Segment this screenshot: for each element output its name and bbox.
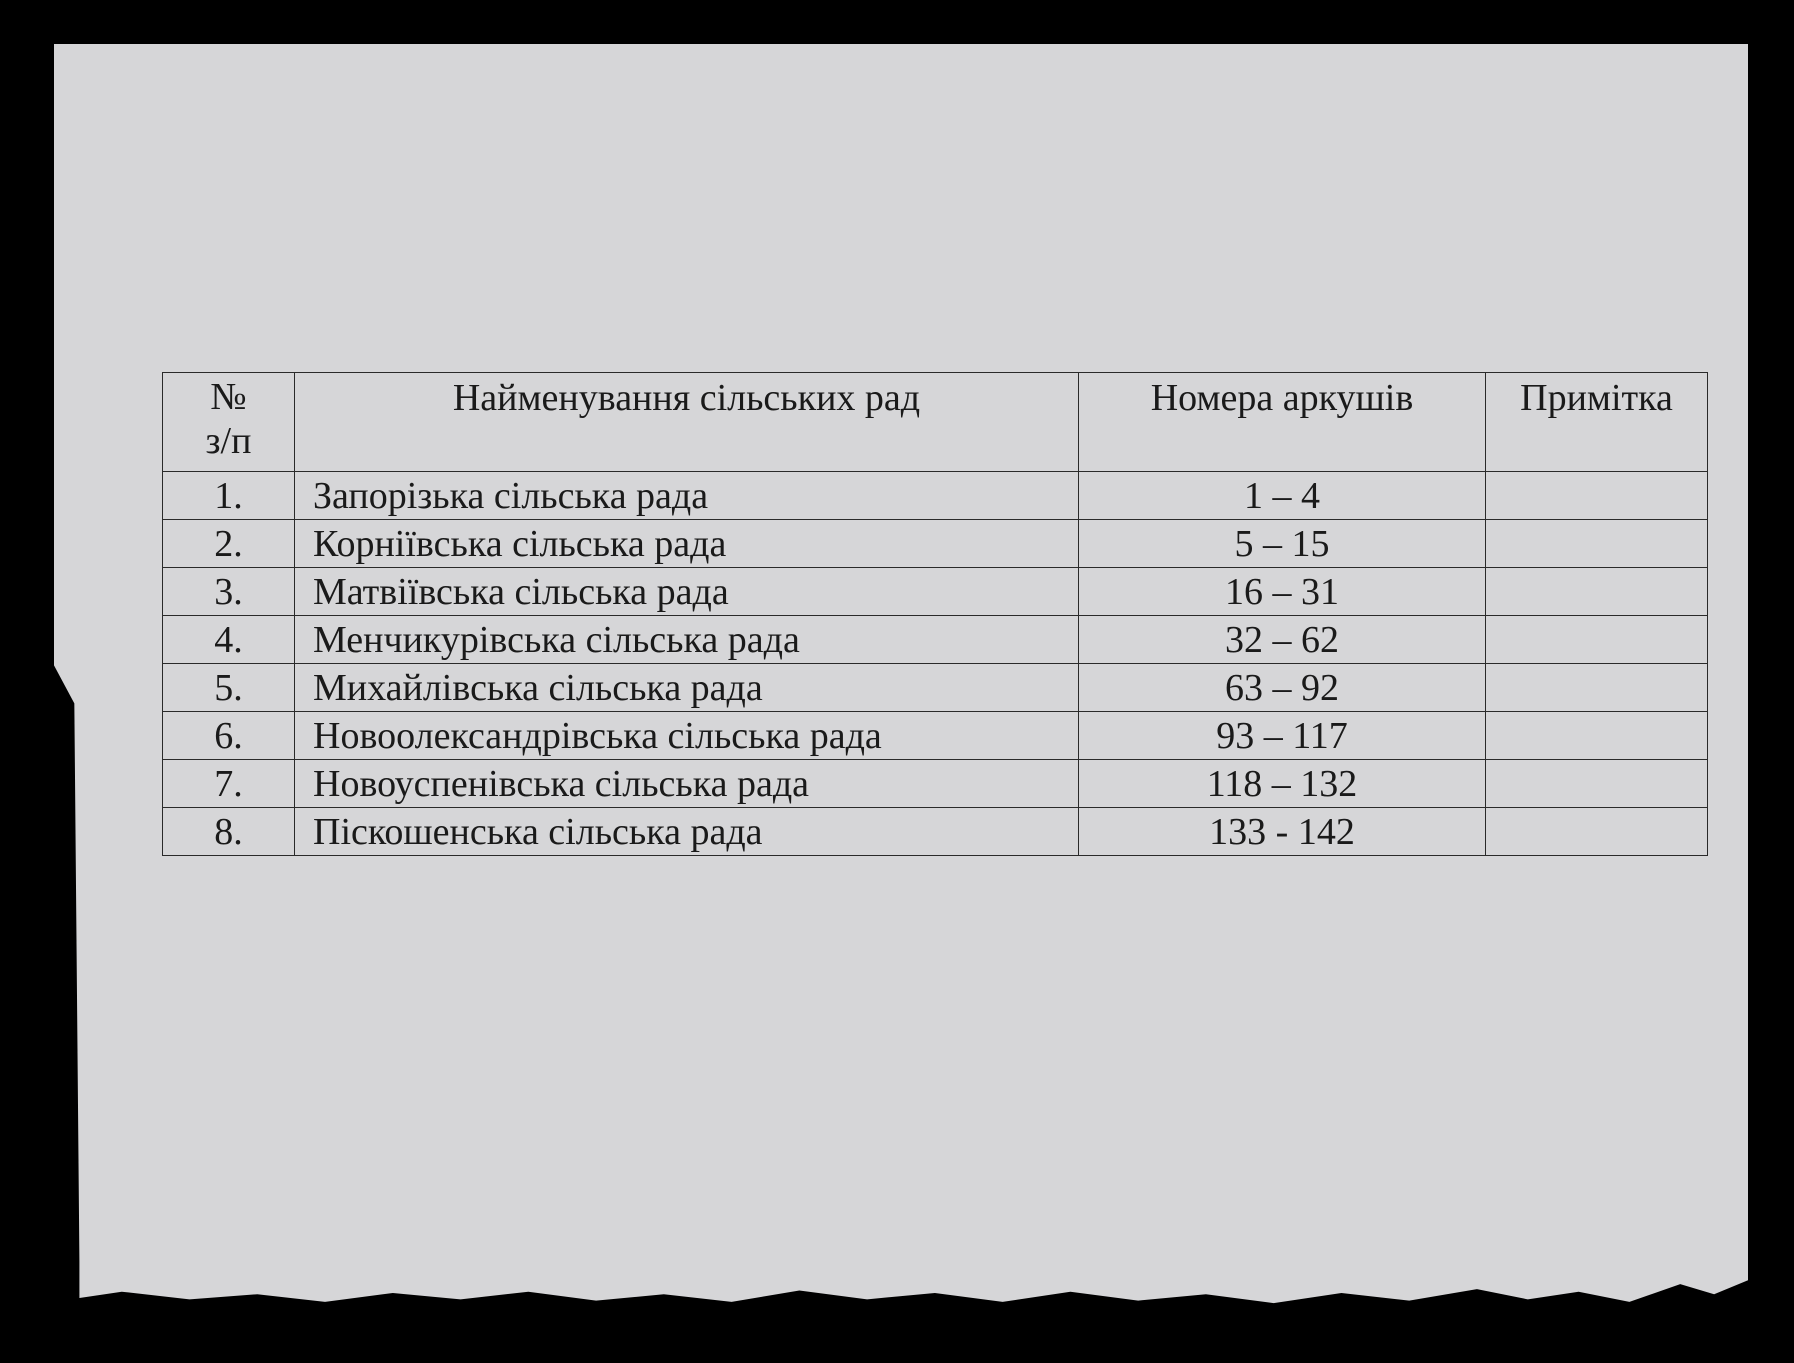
header-name: Найменування сільських рад bbox=[295, 373, 1079, 472]
row-number: 7. bbox=[163, 760, 295, 808]
row-sheet-range: 63 – 92 bbox=[1079, 664, 1486, 712]
table-row bbox=[163, 760, 1708, 808]
row-council-name: Новоуспенівська сільська рада bbox=[295, 760, 1079, 808]
header-number bbox=[163, 373, 295, 472]
row-note bbox=[1486, 808, 1708, 856]
row-note bbox=[1486, 568, 1708, 616]
row-number: 2. bbox=[163, 520, 295, 568]
table-row bbox=[163, 808, 1708, 856]
row-council-name: Матвіївська сільська рада bbox=[295, 568, 1079, 616]
row-sheet-range: 133 - 142 bbox=[1079, 808, 1486, 856]
row-sheet-range: 16 – 31 bbox=[1079, 568, 1486, 616]
row-number: 5. bbox=[163, 664, 295, 712]
row-council-name: Піскошенська сільська рада bbox=[295, 808, 1079, 856]
row-note bbox=[1486, 616, 1708, 664]
row-number: 1. bbox=[163, 472, 295, 520]
row-number: 8. bbox=[163, 808, 295, 856]
row-note bbox=[1486, 712, 1708, 760]
row-sheet-range: 1 – 4 bbox=[1079, 472, 1486, 520]
row-sheet-range: 118 – 132 bbox=[1079, 760, 1486, 808]
row-note bbox=[1486, 664, 1708, 712]
header-number-abbr: з/п bbox=[205, 420, 252, 462]
row-number: 3. bbox=[163, 568, 295, 616]
table-header-row bbox=[163, 373, 1708, 472]
row-council-name: Михайлівська сільська рада bbox=[295, 664, 1079, 712]
row-council-name: Корніївська сільська рада bbox=[295, 520, 1079, 568]
header-note: Примітка bbox=[1486, 373, 1708, 472]
table-row bbox=[163, 616, 1708, 664]
table-row bbox=[163, 568, 1708, 616]
header-number-symbol: № bbox=[210, 376, 247, 418]
table-row bbox=[163, 664, 1708, 712]
row-note bbox=[1486, 760, 1708, 808]
row-sheet-range: 32 – 62 bbox=[1079, 616, 1486, 664]
row-note bbox=[1486, 472, 1708, 520]
row-sheet-range: 93 – 117 bbox=[1079, 712, 1486, 760]
header-sheets: Номера аркушів bbox=[1079, 373, 1486, 472]
table-row bbox=[163, 712, 1708, 760]
row-number: 4. bbox=[163, 616, 295, 664]
row-number: 6. bbox=[163, 712, 295, 760]
village-councils-table bbox=[162, 372, 1708, 856]
row-sheet-range: 5 – 15 bbox=[1079, 520, 1486, 568]
row-council-name: Новоолександрівська сільська рада bbox=[295, 712, 1079, 760]
table-row bbox=[163, 520, 1708, 568]
table-row bbox=[163, 472, 1708, 520]
row-council-name: Запорізька сільська рада bbox=[295, 472, 1079, 520]
row-council-name: Менчикурівська сільська рада bbox=[295, 616, 1079, 664]
row-note bbox=[1486, 520, 1708, 568]
